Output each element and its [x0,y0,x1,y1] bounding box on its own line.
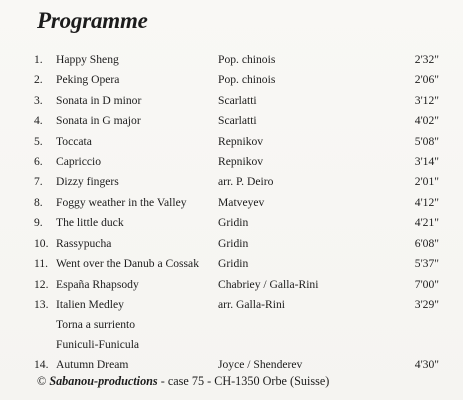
track-composer: Gridin [218,257,249,270]
track-composer: Scarlatti [218,94,257,107]
track-title: The little duck [56,216,124,229]
track-title: Dizzy fingers [56,175,119,188]
track-duration: 3'14" [414,155,439,168]
track-title: Toccata [56,135,92,148]
track-composer: Repnikov [218,135,264,148]
track-duration: 5'08" [414,135,439,148]
track-duration: 2'32" [414,53,439,66]
page-title: Programme [37,8,148,33]
track-number: 4. [34,114,43,127]
track-number: 3. [34,94,43,107]
track-number: 14. [34,358,49,371]
track-title: Sonata in D minor [56,94,142,107]
track-title: Rassypucha [56,237,112,250]
track-number: 11. [34,257,49,270]
track-number: 7. [34,175,43,188]
track-composer: Pop. chinois [218,73,276,86]
track-duration: 4'02" [414,114,439,127]
track-duration: 4'30" [414,358,439,371]
track-title: Peking Opera [56,73,120,86]
track-composer: arr. Galla-Rini [218,298,285,311]
track-row [0,70,463,90]
track-row [0,172,463,192]
track-row [0,152,463,172]
track-title: Autumn Dream [56,358,129,371]
track-duration: 2'06" [414,73,439,86]
track-number: 1. [34,53,43,66]
track-composer: Matveyev [218,196,265,209]
track-row-medley-part [0,315,463,335]
track-duration: 5'37" [414,257,439,270]
footer [37,374,329,389]
track-duration: 7'00" [414,278,439,291]
track-duration: 2'01" [414,175,439,188]
track-composer: Gridin [218,237,249,250]
footer-brand: Sabanou-productions [49,374,158,388]
track-duration: 6'08" [414,237,439,250]
track-duration: 3'29" [414,298,439,311]
track-title: Funiculi-Funicula [56,338,140,351]
track-duration: 4'12" [414,196,439,209]
track-row [0,254,463,274]
track-title: Happy Sheng [56,53,119,66]
track-number: 9. [34,216,43,229]
track-composer: arr. P. Deiro [218,175,274,188]
track-composer: Pop. chinois [218,53,276,66]
track-title: Torna a surriento [56,318,136,331]
track-composer: Joyce / Shenderev [218,358,303,371]
track-title: Italien Medley [56,298,124,311]
track-title: Went over the Danub a Cossak [56,257,199,270]
track-row [0,132,463,152]
track-duration: 4'21" [414,216,439,229]
copyright-symbol: © [37,374,47,388]
track-row [0,234,463,254]
track-row [0,50,463,70]
track-title: Foggy weather in the Valley [56,196,187,209]
track-number: 8. [34,196,43,209]
track-row [0,111,463,131]
track-title: España Rhapsody [56,278,139,291]
track-number: 12. [34,278,49,291]
track-title: Sonata in G major [56,114,141,127]
track-row-medley-part [0,335,463,355]
track-composer: Scarlatti [218,114,257,127]
track-row [0,193,463,213]
track-number: 2. [34,73,43,86]
track-title: Capriccio [56,155,102,168]
track-number: 10. [34,237,49,250]
track-number: 6. [34,155,43,168]
footer-address: - case 75 - CH-1350 Orbe (Suisse) [160,374,330,388]
track-composer: Chabriey / Galla-Rini [218,278,319,291]
track-duration: 3'12" [414,94,439,107]
track-row [0,295,463,315]
track-composer: Repnikov [218,155,264,168]
track-number: 5. [34,135,43,148]
track-number: 13. [34,298,49,311]
track-row [0,213,463,233]
track-row [0,355,463,375]
track-row [0,275,463,295]
track-row [0,91,463,111]
track-composer: Gridin [218,216,249,229]
